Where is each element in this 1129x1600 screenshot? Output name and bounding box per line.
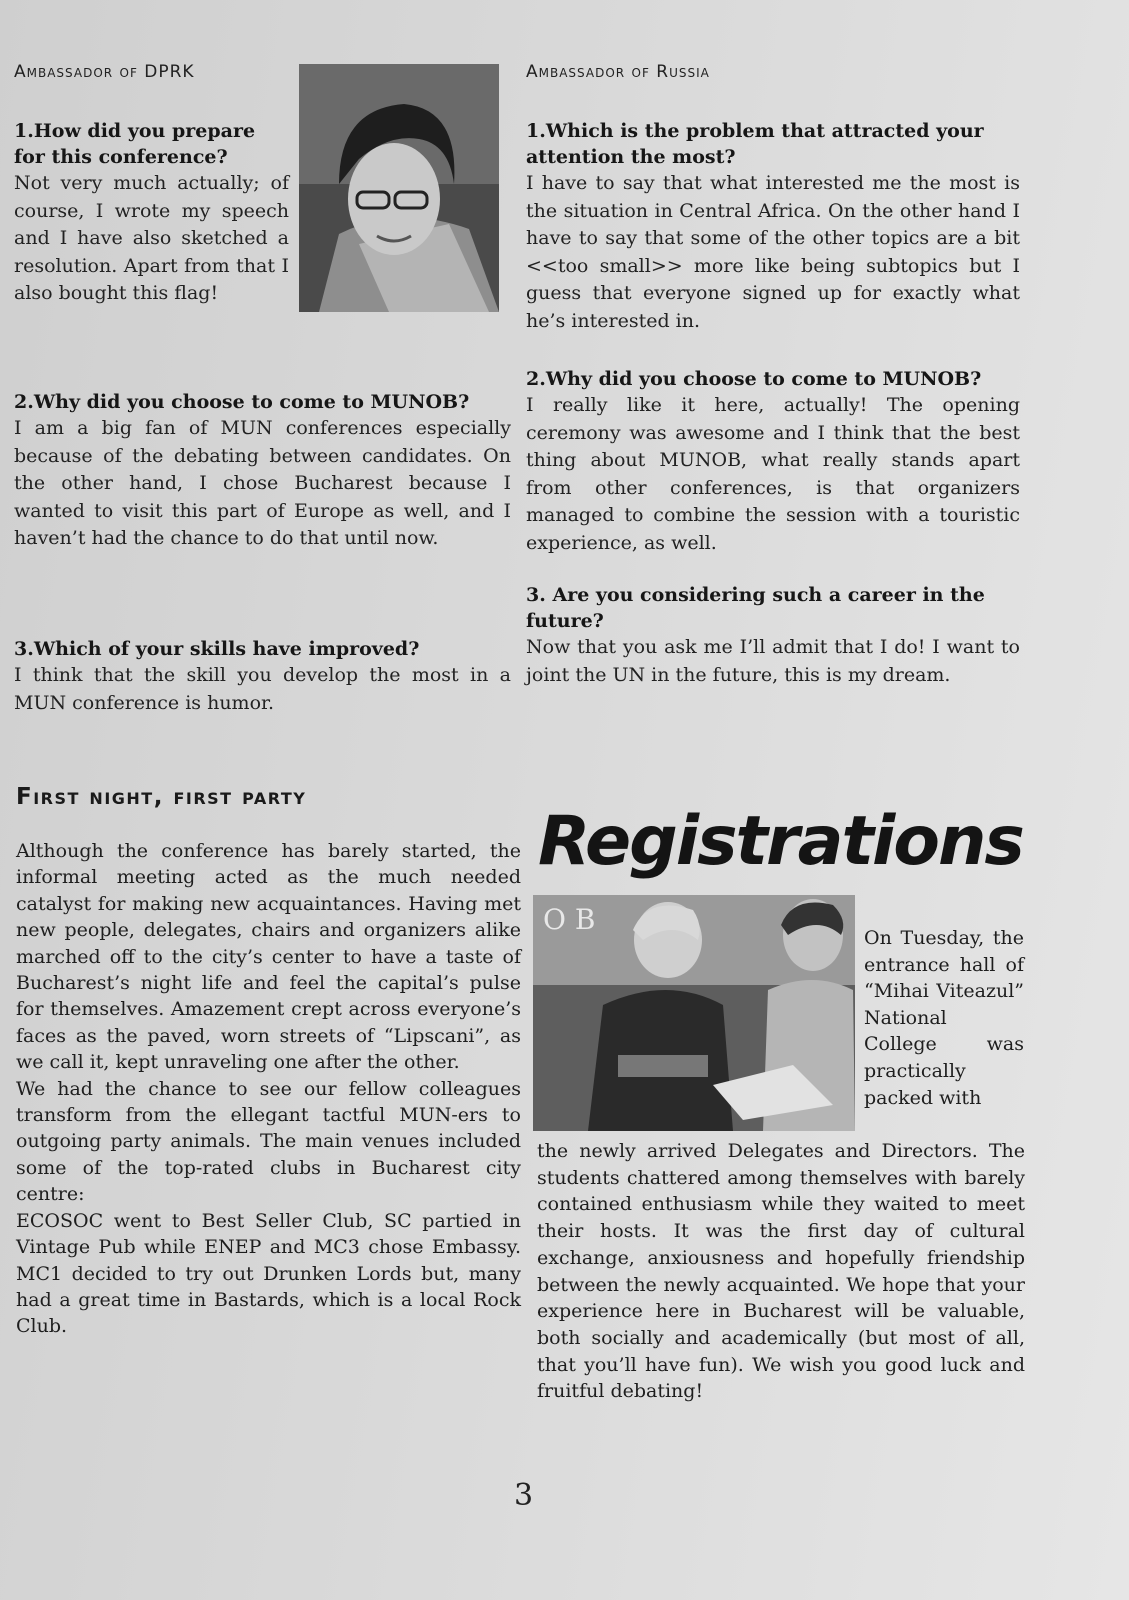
registrations-photo-sign: O B <box>543 903 596 936</box>
russia-role-heading: Ambassador of Russia <box>526 62 710 82</box>
dprk-answer-2: I am a big fan of MUN conferences especially because of the debating between candidates. On the other hand, I chose Bucharest because I wanted to visit this part of Europe as well, and I haven’t had the chance to do that until now. <box>14 417 511 549</box>
russia-question-3: 3. Are you considering such a career in the future? <box>526 584 985 632</box>
page-number: 3 <box>514 1478 534 1513</box>
russia-q2-block <box>526 366 1020 557</box>
party-paragraph-3: ECOSOC went to Best Seller Club, SC partied in Vintage Pub while ENEP and MC3 chose Embassy. MC1 decided to try out Drunken Lords but, many had a great time in Bastards, which is a local Rock Club. <box>16 1209 521 1338</box>
russia-answer-3: Now that you ask me I’ll admit that I do! I want to joint the UN in the future, this is my dream. <box>526 636 1020 686</box>
party-paragraph-2: We had the chance to see our fellow colleagues transform from the ellegant tactful MUN-ers to outgoing party animals. The main venues included some of the top-rated clubs in Bucharest city centre: <box>16 1077 521 1206</box>
russia-q1-block <box>526 118 1020 335</box>
registrations-body-text: the newly arrived Delegates and Directors. The students chattered among themselves with barely contained enthusiasm while they waited to meet their hosts. It was the first day of cultural exchange, anxiousness and hopefully friendship between the newly acquainted. We hope that your experience here in Bucharest will be valuable, both socially and academically (but most of all, that you’ll have fun). We wish you good luck and fruitful debating! <box>537 1140 1025 1403</box>
dprk-q3-block <box>14 636 511 717</box>
dprk-q1-block <box>14 118 289 308</box>
russia-answer-1: I have to say that what interested me the most is the situation in Central Africa. On the other hand I have to say that some of the other topics are a bit <<too small>> more like being subtopics but I guess that everyone signed up for exactly what he’s interested in. <box>526 172 1020 332</box>
registrations-photo <box>533 895 855 1131</box>
dprk-answer-1: Not very much actually; of course, I wrote my speech and I have also sketched a resolution. Apart from that I also bought this flag! <box>14 172 289 304</box>
party-heading: First night, first party <box>16 784 307 810</box>
dprk-question-1: 1.How did you prepare for this conference? <box>14 120 256 168</box>
dprk-q2-block <box>14 389 511 553</box>
dprk-role-heading: Ambassador of DPRK <box>14 62 195 82</box>
russia-question-1: 1.Which is the problem that attracted your attention the most? <box>526 120 984 168</box>
dprk-answer-3: I think that the skill you develop the most in a MUN conference is humor. <box>14 664 511 714</box>
dprk-ambassador-photo <box>299 64 499 312</box>
party-article <box>16 838 521 1340</box>
party-paragraph-1: Although the conference has barely started, the informal meeting acted as the much needed catalyst for making new acquaintances. Having met new people, delegates, chairs and organizers alike marched off to the city’s center to have a taste of Bucharest’s night life and feel the capital’s pulse for themselves. Amazement crept across everyone’s faces as the paved, worn streets of “Lipscani”, as we call it, kept unraveling one after the other. <box>16 840 521 1074</box>
dprk-question-2: 2.Why did you choose to come to MUNOB? <box>14 391 470 413</box>
dprk-question-3: 3.Which of your skills have improved? <box>14 638 420 660</box>
registrations-side-text: On Tuesday, the entrance hall of “Mihai Viteazul” National College was practically packed with <box>864 927 1024 1109</box>
russia-question-2: 2.Why did you choose to come to MUNOB? <box>526 368 982 390</box>
russia-q3-block <box>526 582 1020 689</box>
russia-answer-2: I really like it here, actually! The opening ceremony was awesome and I think that the best thing about MUNOB, what really stands apart from other conferences, is that organizers managed to combine the session with a touristic experience, as well. <box>526 394 1020 554</box>
registrations-heading: Registrations <box>538 802 1023 881</box>
